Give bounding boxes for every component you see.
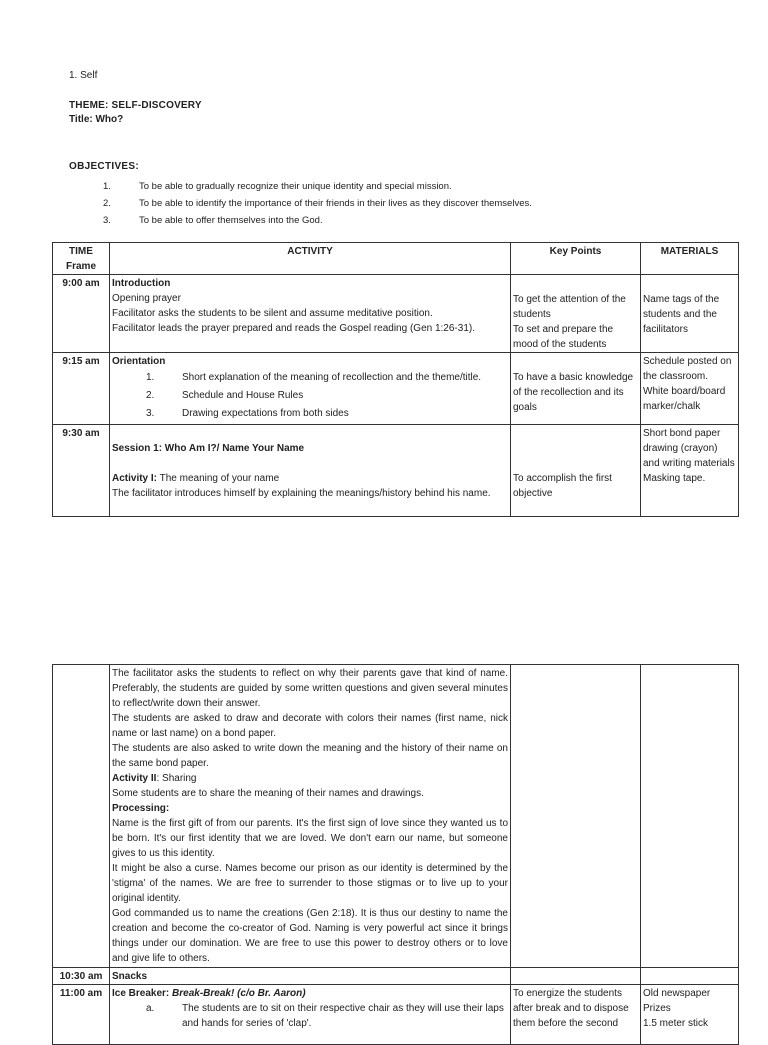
objectives-label: OBJECTIVES: — [69, 161, 139, 172]
paragraph: The students are asked to draw and decorate with colors their names (first name, nick name or last name) on a bond paper. — [112, 713, 508, 739]
list-item: 2. Schedule and House Rules — [146, 390, 304, 401]
activity-line: Facilitator leads the prayer prepared and reads the Gospel reading (Gen 1:26-31). — [112, 323, 475, 334]
key-points-cell — [511, 665, 641, 968]
table-row — [53, 353, 739, 425]
key-points-cell: To energize the students after break and to dispose them before the second — [511, 985, 641, 1045]
time-cell: 9:15 am — [53, 353, 110, 425]
objective-item: 1. To be able to gradually recognize their unique identity and special mission. — [103, 181, 452, 192]
time-cell — [53, 665, 110, 968]
materials-cell — [641, 665, 739, 968]
objective-item: 2. To be able to identify the importance of their friends in their lives as they discover themselves. — [103, 198, 532, 209]
paragraph: God commanded us to name the creations (Gen 2:18). It is thus our destiny to name the creation and become the co-creator of God. Naming is very powerful act since it brings things under our domination. We are free to use this power to destroy others or to love and give life to others. — [112, 908, 508, 964]
ice-breaker-line: Ice Breaker: Break-Break! (c/o Br. Aaron) — [112, 988, 306, 999]
theme-label: THEME — [69, 100, 105, 111]
time-cell: 9:00 am — [53, 275, 110, 353]
schedule-table-1 — [52, 242, 739, 517]
time-cell: 11:00 am — [53, 985, 110, 1045]
materials-cell: Name tags of the students and the facilitators — [641, 275, 739, 353]
theme-value: : SELF-DISCOVERY — [105, 100, 202, 111]
time-cell: 9:30 am — [53, 425, 110, 517]
paragraph: The students are also asked to write down the meaning and the history of their name on the same bond paper. — [112, 743, 508, 769]
table-row — [53, 985, 739, 1045]
theme-line — [69, 99, 709, 113]
key-points-cell: To have a basic knowledge of the recollection and its goals — [511, 353, 641, 425]
paragraph: It might be also a curse. Names become our prison as our identity is determined by the 'stigma' of the names. We are free to surrender to those stigmas or to live up to your original identity. — [112, 863, 508, 904]
activity-cell — [110, 275, 511, 353]
header-activity: ACTIVITY — [110, 243, 511, 275]
table-row — [53, 425, 739, 517]
activity-heading: Orientation — [112, 356, 166, 367]
materials-cell: Schedule posted on the classroom. White board/board marker/chalk — [641, 353, 739, 425]
paragraph: Some students are to share the meaning of their names and drawings. — [112, 788, 424, 799]
list-item: 1. Short explanation of the meaning of recollection and the theme/title. — [146, 372, 482, 383]
objective-item: 3. To be able to offer themselves into the God. — [103, 215, 323, 226]
table-row — [53, 968, 739, 985]
paragraph: The facilitator asks the students to reflect on why their parents gave that kind of name. Preferably, the students are guided by some written questions and given several minutes to reflect/write down their answer. — [112, 668, 508, 709]
activity-line: Facilitator asks the students to be silent and assume meditative position. — [112, 308, 433, 319]
paragraph: Name is the first gift of from our parents. It's the first sign of love since they wanted us to be born. It's our first identity that we are loved. We don't earn our name, but someone gives to us this identity. — [112, 818, 508, 859]
activity-cell — [110, 665, 511, 968]
key-points-cell: To accomplish the first objective — [511, 425, 641, 517]
time-cell: 10:30 am — [53, 968, 110, 985]
materials-cell: Short bond paper drawing (crayon) and writing materials Masking tape. — [641, 425, 739, 517]
activity-cell — [110, 425, 511, 517]
list-item: a. The students are to sit on their respective chair as they will use their laps and hands for series of 'clap'. — [146, 1003, 504, 1029]
activity-cell — [110, 985, 511, 1045]
activity-heading: Introduction — [112, 278, 171, 289]
materials-cell: Old newspaper Prizes 1.5 meter stick — [641, 985, 739, 1045]
schedule-table-2 — [52, 664, 739, 1045]
list-item: 3. Drawing expectations from both sides — [146, 408, 349, 419]
activity-line: Opening prayer — [112, 293, 181, 304]
activity-cell — [110, 353, 511, 425]
table-row — [53, 665, 739, 968]
materials-cell — [641, 968, 739, 985]
session-heading: Session 1: Who Am I?/ Name Your Name — [112, 443, 305, 454]
processing-label: Processing: — [112, 803, 170, 814]
activity-label-line: Activity I: The meaning of your name — [112, 473, 280, 484]
header-key-points: Key Points — [511, 243, 641, 275]
table-header-row — [53, 243, 739, 275]
key-points-cell: To get the attention of the students To set and prepare the mood of the students — [511, 275, 641, 353]
objectives-list — [69, 178, 709, 229]
section-label: 1. Self — [69, 70, 98, 81]
activity-text: The facilitator introduces himself by explaining the meanings/history behind his name. — [112, 488, 491, 499]
table-row — [53, 275, 739, 353]
activity-2-line: Activity II: Sharing — [112, 773, 197, 784]
activity-cell: Snacks — [110, 968, 511, 985]
orientation-list — [112, 369, 508, 423]
key-points-cell — [511, 968, 641, 985]
title-line: Title: Who? — [69, 114, 124, 125]
document-header — [69, 69, 709, 229]
header-materials: MATERIALS — [641, 243, 739, 275]
header-time: TIME Frame — [53, 243, 110, 275]
